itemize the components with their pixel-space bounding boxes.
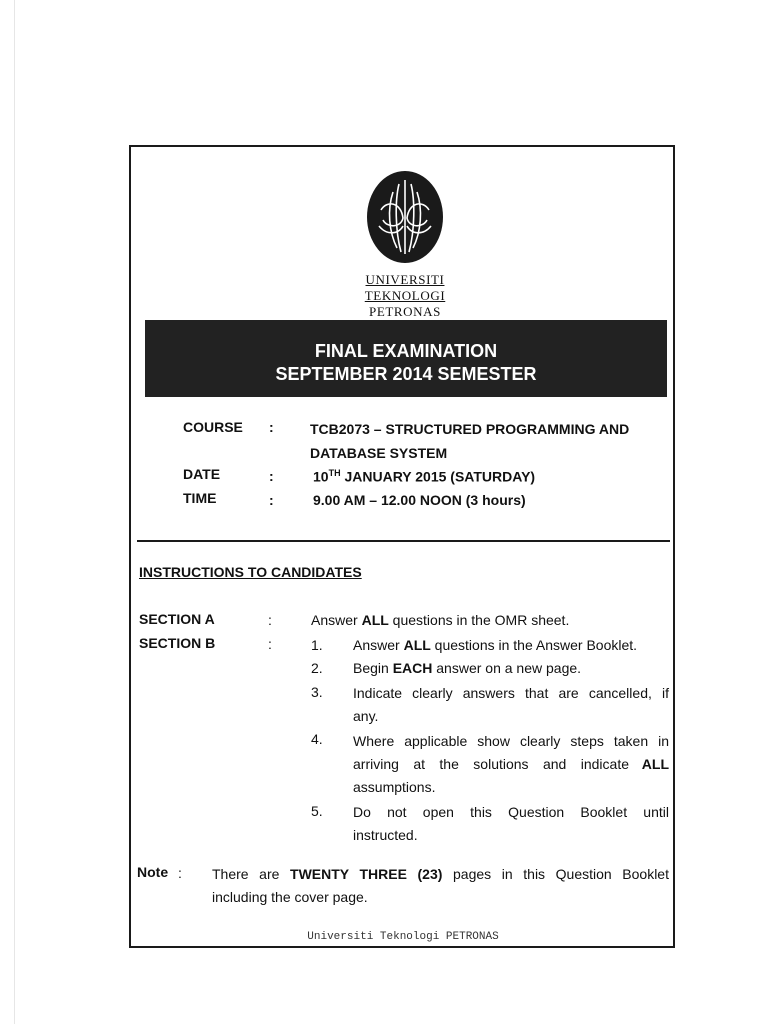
course-value-line1: TCB2073 – STRUCTURED PROGRAMMING AND — [310, 421, 630, 437]
utp-logo-icon — [365, 170, 445, 264]
item-3-line2: any. — [353, 708, 379, 724]
course-value-line2: DATABASE SYSTEM — [310, 445, 448, 461]
banner-semester: SEPTEMBER 2014 SEMESTER — [275, 364, 537, 384]
date-label: DATE — [183, 466, 221, 482]
item-3-number: 3. — [311, 684, 323, 700]
date-value: 10TH JANUARY 2015 (SATURDAY) — [313, 468, 536, 485]
item-5-line2: instructed. — [353, 827, 418, 843]
item-1-text: Answer ALL questions in the Answer Booklet. — [353, 637, 638, 653]
instructions-heading: INSTRUCTIONS TO CANDIDATES — [139, 564, 362, 580]
item-5-number: 5. — [311, 803, 323, 819]
exam-banner — [145, 320, 667, 397]
note-line1: There are TWENTY THREE (23) pages in this Question Booklet — [212, 866, 669, 882]
item-5-line1: Do not open this Question Booklet until — [353, 804, 669, 820]
section-b-label: SECTION B — [139, 635, 216, 651]
course-colon: : — [269, 419, 274, 435]
page-edge — [14, 0, 15, 1024]
logo-line-3: PETRONAS — [369, 304, 441, 319]
item-2-number: 2. — [311, 660, 323, 676]
note-colon: : — [178, 865, 182, 881]
page-footer: Universiti Teknologi PETRONAS — [307, 931, 499, 943]
section-a-text: Answer ALL questions in the OMR sheet. — [311, 612, 570, 628]
date-colon: : — [269, 468, 274, 484]
section-a-colon: : — [268, 612, 272, 628]
section-a-label: SECTION A — [139, 611, 215, 627]
item-4-number: 4. — [311, 731, 323, 747]
course-label: COURSE — [183, 419, 243, 435]
time-colon: : — [269, 492, 274, 508]
time-value: 9.00 AM – 12.00 NOON (3 hours) — [313, 492, 526, 508]
section-b-colon: : — [268, 636, 272, 652]
note-label: Note — [137, 864, 169, 880]
time-label: TIME — [183, 490, 217, 506]
note-line2: including the cover page. — [212, 889, 368, 905]
item-3-line1: Indicate clearly answers that are cancelled, if — [353, 685, 669, 701]
logo-line-2: TEKNOLOGI — [364, 288, 446, 303]
divider — [137, 540, 670, 542]
item-1-number: 1. — [311, 637, 323, 653]
item-2-text: Begin EACH answer on a new page. — [353, 660, 582, 676]
item-4-line1: Where applicable show clearly steps taken in — [353, 733, 669, 749]
item-4-line3: assumptions. — [353, 779, 436, 795]
banner-title: FINAL EXAMINATION — [314, 341, 498, 361]
logo-line-1: UNIVERSITI — [365, 272, 445, 287]
item-4-line2: arriving at the solutions and indicate ALL — [353, 756, 669, 772]
